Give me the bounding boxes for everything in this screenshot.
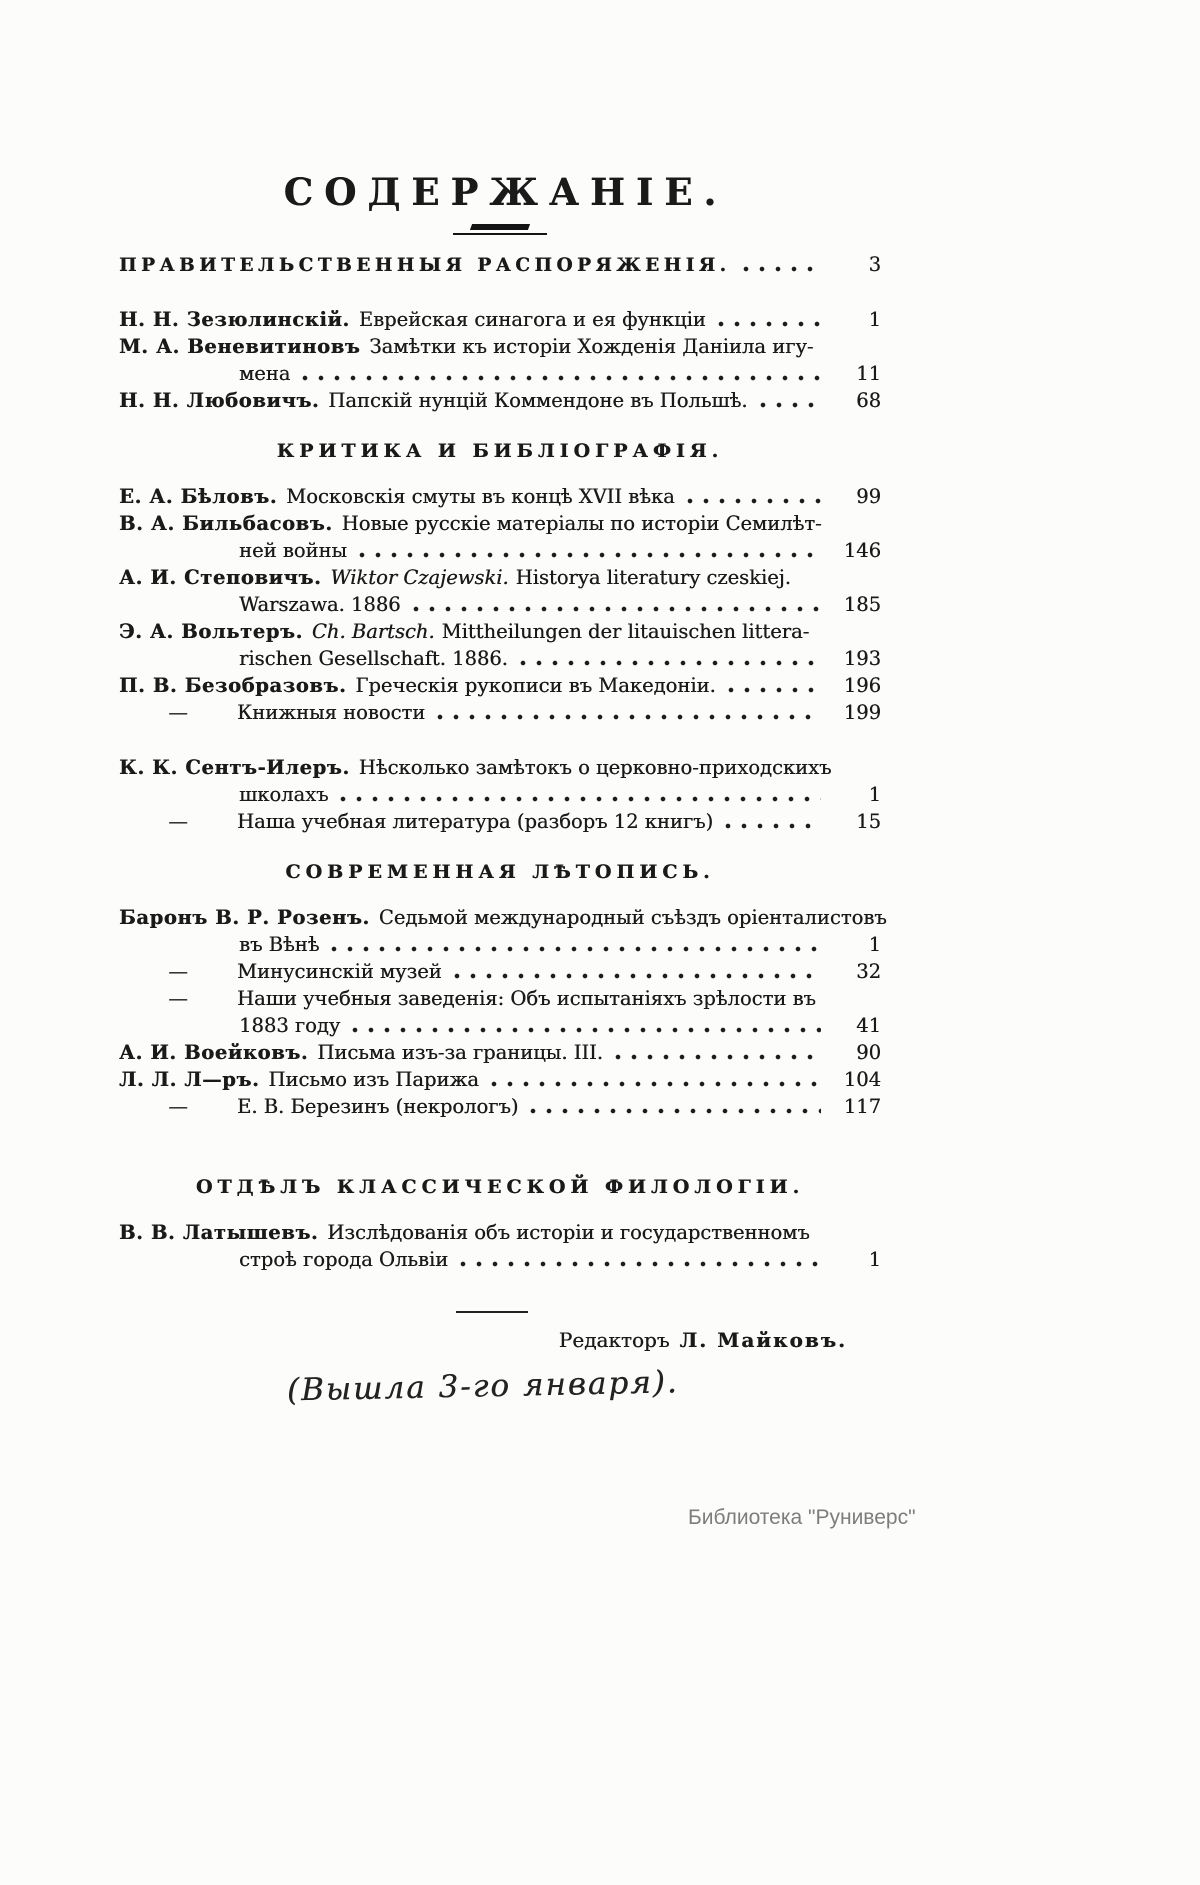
toc-line: [119, 645, 881, 672]
entry-title: Е. В. Березинъ (некрологъ): [237, 1095, 519, 1118]
toc-group: [119, 754, 881, 835]
entry-title: Седьмой международный съѣздъ оріенталистовъ: [378, 906, 887, 929]
dot-leader: [352, 1027, 821, 1033]
dot-leader: [743, 266, 821, 272]
entry-author: К. К. Сентъ-Илеръ.: [119, 756, 350, 779]
page-number: 11: [856, 362, 881, 385]
toc-line: [119, 618, 881, 645]
dot-leader: [340, 796, 821, 802]
section-heading: СОВРЕМЕННАЯ ЛѢТОПИСЬ.: [285, 861, 715, 883]
toc-line: [119, 672, 881, 699]
toc-line: [119, 360, 881, 387]
entry-title: Московскія смуты въ концѣ XVII вѣка: [286, 485, 675, 508]
editor-line: [119, 1327, 881, 1354]
toc-line: [119, 1219, 881, 1246]
toc-line: [119, 808, 881, 835]
ditto-dash: —: [168, 701, 188, 724]
ditto-dash: —: [168, 987, 188, 1010]
toc-line: [119, 1012, 881, 1039]
toc-group: [119, 859, 887, 1120]
toc-line: [119, 483, 881, 510]
entry-title: школахъ: [239, 783, 329, 806]
page-number: 117: [843, 1095, 881, 1118]
toc-line: [119, 1246, 881, 1273]
toc-line: [119, 754, 881, 781]
page-number: 146: [843, 539, 881, 562]
editor-label: Редакторъ: [558, 1328, 670, 1352]
ditto-dash: —: [168, 960, 188, 983]
entry-author: В. В. Латышевъ.: [119, 1221, 319, 1244]
entry-title: Historya literatury czeskiej.: [515, 566, 791, 589]
entry-author: Л. Л. Л—ръ.: [119, 1068, 260, 1091]
editor-name: Л. Майковъ.: [679, 1328, 847, 1352]
entry-title: Наша учебная литература (разборъ 12 книгъ): [237, 810, 714, 833]
entry-title: ПРАВИТЕЛЬСТВЕННЫЯ РАСПОРЯЖЕНІЯ.: [119, 255, 731, 276]
entry-title: Письма изъ-за границы. III.: [317, 1041, 603, 1064]
page-number: 185: [843, 593, 881, 616]
entry-title: Письмо изъ Парижа: [268, 1068, 479, 1091]
page-number: 32: [856, 960, 881, 983]
toc-line: [119, 931, 881, 958]
end-rule: [456, 1311, 528, 1313]
entry-title: въ Вѣнѣ: [239, 933, 320, 956]
dot-leader: [718, 321, 821, 327]
dot-leader: [615, 1054, 821, 1060]
toc-line: [119, 510, 881, 537]
dot-leader: [530, 1108, 821, 1114]
entry-title: Изслѣдованія объ исторіи и государственномъ: [327, 1221, 810, 1244]
entry-title: Mittheilungen der litauischen littera-: [441, 620, 810, 643]
handwritten-note: (Вышла 3-го января).: [286, 1364, 679, 1409]
dot-leader: [760, 402, 821, 408]
page-number: 90: [856, 1041, 881, 1064]
entry-title-italic: Wiktor Czajewski.: [330, 566, 509, 589]
toc-line: [119, 781, 881, 808]
entry-author: М. А. Веневитиновъ: [119, 335, 361, 358]
page-number: 193: [843, 647, 881, 670]
dot-leader: [725, 823, 821, 829]
page-number: 1: [868, 933, 881, 956]
toc-line: [119, 1093, 881, 1120]
entry-author: А. И. Степовичъ.: [119, 566, 322, 589]
toc-line: [119, 306, 881, 333]
page-number: 199: [843, 701, 881, 724]
entry-title: 1883 году: [239, 1014, 341, 1037]
dot-leader: [413, 606, 821, 612]
ditto-dash: —: [168, 810, 188, 833]
dot-leader: [454, 973, 821, 979]
entry-title: строѣ города Ольвіи: [239, 1248, 449, 1271]
toc-group: [119, 438, 881, 726]
dot-leader: [437, 714, 821, 720]
entry-title: Наши учебныя заведенія: Объ испытаніяхъ зрѣлости въ: [237, 987, 816, 1010]
entry-title: Греческія рукописи въ Македоніи.: [355, 674, 716, 697]
dot-leader: [460, 1261, 821, 1267]
dot-leader: [302, 375, 821, 381]
toc-line: [119, 251, 881, 278]
toc-line: [119, 1039, 881, 1066]
entry-title: rischen Gesellschaft. 1886.: [239, 647, 508, 670]
toc-line: [119, 387, 881, 414]
dot-leader: [728, 687, 821, 693]
entry-author: П. В. Безобразовъ.: [119, 674, 347, 697]
toc-line: [119, 1066, 881, 1093]
entry-title: Книжныя новости: [237, 701, 426, 724]
dot-leader: [520, 660, 821, 666]
page-number: 15: [856, 810, 881, 833]
toc-line: [119, 591, 881, 618]
page-content: [119, 0, 887, 1412]
entry-title: ней войны: [239, 539, 347, 562]
entry-title: Папскій нунцій Коммендоне въ Польшѣ.: [328, 389, 748, 412]
title-ornament: [119, 224, 881, 235]
page-title: СОДЕРЖАНІЕ.: [283, 170, 728, 214]
page-number: 1: [868, 308, 881, 331]
ornament-bar: [470, 224, 530, 230]
entry-author: Е. А. Бѣловъ.: [119, 485, 278, 508]
entry-author: В. А. Бильбасовъ.: [119, 512, 333, 535]
entry-author: Э. А. Вольтеръ.: [119, 620, 303, 643]
entry-title-italic: Ch. Bartsch.: [311, 620, 435, 643]
ornament-line: [453, 233, 547, 235]
library-watermark: Библиотека "Руниверс": [688, 1506, 916, 1529]
page-number: 104: [843, 1068, 881, 1091]
toc-group: [119, 306, 881, 414]
entry-title: Нѣсколько замѣтокъ о церковно-приходскихъ: [358, 756, 832, 779]
dot-leader: [331, 946, 821, 952]
page-number: 68: [856, 389, 881, 412]
toc-line: [119, 537, 881, 564]
toc-line: [119, 904, 887, 931]
entry-author: Н. Н. Зезюлинскій.: [119, 308, 350, 331]
page-number: 41: [856, 1014, 881, 1037]
section-heading: ОТДѢЛЪ КЛАССИЧЕСКОЙ ФИЛОЛОГІИ.: [195, 1176, 805, 1198]
dot-leader: [687, 498, 821, 504]
entry-title: Минусинскій музей: [237, 960, 442, 983]
toc-line: [119, 958, 881, 985]
page-number: 3: [868, 253, 881, 276]
entry-author: Н. Н. Любовичъ.: [119, 389, 320, 412]
entry-author: А. И. Воейковъ.: [119, 1041, 309, 1064]
table-of-contents: [119, 251, 887, 1273]
page-number: 99: [856, 485, 881, 508]
dot-leader: [491, 1081, 821, 1087]
entry-title: Warszawa. 1886: [239, 593, 401, 616]
entry-title: Новые русскіе матеріалы по исторіи Семилѣт-: [341, 512, 822, 535]
page-number: 196: [843, 674, 881, 697]
section-heading: КРИТИКА И БИБЛІОГРАФІЯ.: [276, 440, 724, 462]
dot-leader: [359, 552, 821, 558]
entry-title: Замѣтки къ исторіи Хожденія Даніила игу-: [369, 335, 814, 358]
toc-group: [119, 1174, 881, 1273]
page-number: 1: [868, 1248, 881, 1271]
ditto-dash: —: [168, 1095, 188, 1118]
page-number: 1: [868, 783, 881, 806]
toc-line: [119, 699, 881, 726]
toc-line: [119, 985, 881, 1012]
entry-title: мена: [239, 362, 291, 385]
entry-author: Баронъ В. Р. Розенъ.: [119, 906, 370, 929]
toc-group: [119, 251, 881, 278]
toc-line: [119, 564, 881, 591]
entry-title: Еврейская синагога и ея функціи: [358, 308, 706, 331]
toc-line: [119, 333, 881, 360]
